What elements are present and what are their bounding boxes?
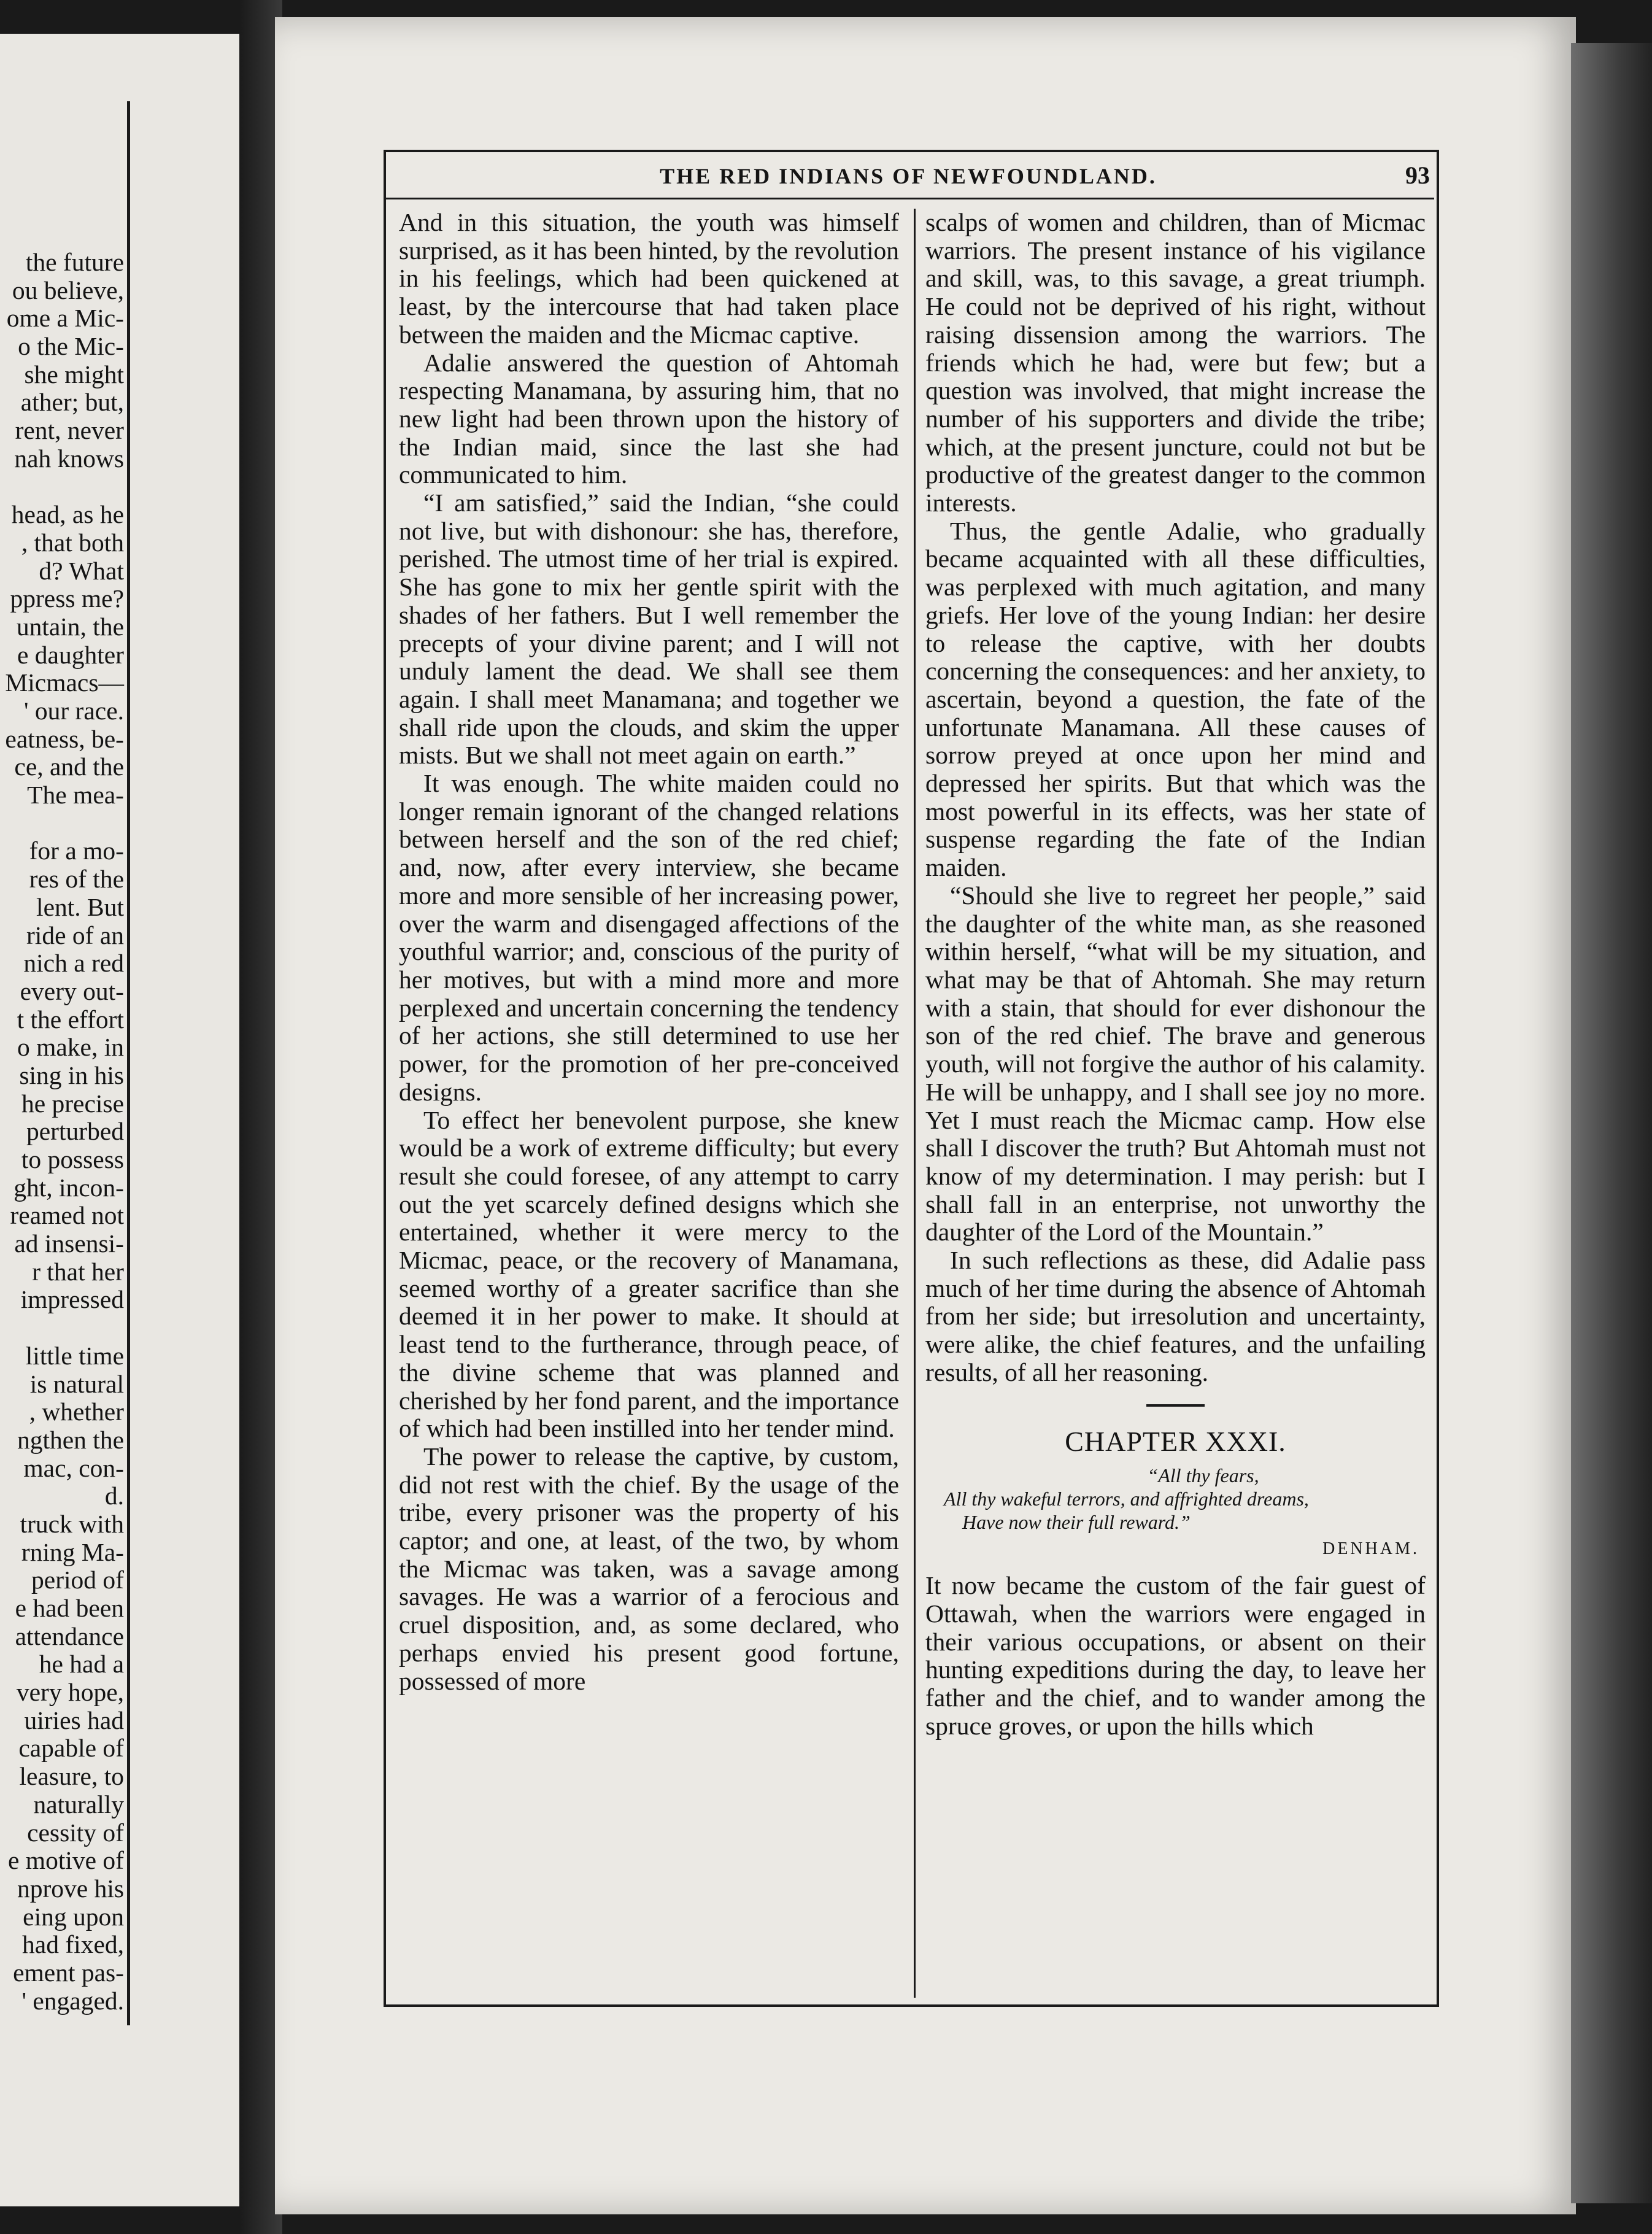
left-page-line: mac, con-: [23, 1453, 124, 1482]
left-page-line: t the effort: [17, 1005, 124, 1034]
right-column: [925, 209, 1426, 1740]
left-page-line: ght, incon-: [14, 1173, 124, 1202]
left-page-line: ' engaged.: [21, 1986, 124, 2015]
left-page-line: The mea-: [27, 781, 124, 810]
paragraph: To effect her benevolent purpose, she knew would be a work of extreme difficulty; but every result she could foresee, of any attempt to carry out the yet scarcely defined designs which she entertained, whether it were mercy to the Micmac, peace, or the recovery of Manamana, seemed worthy of a greater sacrifice than she deemed it in her power to make. It should at least tend to the furtherance, through peace, of the divine scheme that was planned and cherished by her fond parent, and the importance of which had been instilled into her tender mind.: [399, 1105, 899, 1443]
running-title: THE RED INDIANS OF NEWFOUNDLAND.: [660, 164, 1157, 188]
left-page-line: ement pas-: [13, 1958, 124, 1987]
left-page-line: o the Mic-: [18, 332, 124, 361]
section-separator: [1146, 1404, 1205, 1407]
paragraph: “Should she live to regreet her people,” said the daughter of the white man, as she reasoned within herself, “what will be my situation, and what may be that of Ahtomah. She may return with a stain, that should for ever dishonour the son of the red chief. The brave and generous youth, will not forgive the author of his calamity. He will be unhappy, and I shall see joy no more. Yet I must reach the Micmac camp. How else shall I discover the truth? But Ahtomah must not know of my determination. I may perish: but I shall fall in an enterprise, not unworthy the daughter of the Lord of the Mountain.”: [925, 881, 1426, 1246]
left-page-line: Micmacs—: [5, 668, 124, 697]
paragraph: Thus, the gentle Adalie, who gradually became acquainted with all these difficulties, was perplexed with much agitation, and many griefs. Her love of the young Indian: her desire to release the captive, with her doubts concerning the consequences: and her anxiety, to ascertain, beyond a question, the fate of the unfortunate Manamana. All these causes of sorrow preyed at once upon her mind and depressed her spirits. But that which was the most powerful in its effects, was her state of suspense regarding the fate of the Indian maiden.: [925, 516, 1426, 882]
left-page-line: leasure, to: [19, 1762, 124, 1791]
page-number: 93: [1405, 161, 1430, 189]
left-page-line: ngthen the: [17, 1425, 124, 1454]
epigraph: [925, 1464, 1426, 1561]
chapter-opening-paragraph: It now became the custom of the fair guest of Ottawah, when the warriors were engaged in their various occupations, or absent on their hunting expeditions during the day, to leave her father and the chief, and to wander among the spruce groves, or upon the hills which: [925, 1571, 1426, 1740]
left-page-line: e daughter: [17, 640, 124, 669]
left-page-line: truck with: [20, 1509, 124, 1538]
left-page-line: very hope,: [16, 1678, 124, 1707]
paragraph: scalps of women and children, than of Micmac warriors. The present instance of his vigilance and skill, was, to this savage, a great triumph. He could not be deprived of his right, without raising dissension among the warriors. The friends which he had, were but few; but a question was involved, that might increase the number of his supporters and divide the tribe; which, at the present juncture, could not but be productive of the greatest danger to the common interests.: [925, 208, 1426, 517]
paragraph: And in this situation, the youth was himself surprised, as it has been hinted, by the revolution in his feelings, which had been quickened at least, by the intercourse that had taken place between the maiden and the Micmac captive.: [399, 208, 899, 349]
left-page-line: d.: [104, 1482, 124, 1510]
column-divider: [914, 209, 916, 1998]
left-page-line: untain, the: [16, 612, 124, 641]
page-edge-shadow: [1571, 43, 1652, 2203]
left-page-line: every out-: [20, 976, 124, 1005]
left-page-line: ppress me?: [10, 584, 124, 613]
left-page-line: nah knows: [14, 444, 124, 473]
left-page-line: d? What: [39, 556, 124, 585]
left-page-text: [0, 249, 124, 2015]
header-rule: [384, 198, 1434, 199]
left-page-line: cessity of: [27, 1818, 124, 1847]
left-page-line: e motive of: [8, 1846, 124, 1875]
left-page-line: , that both: [21, 528, 124, 557]
paragraph: It was enough. The white maiden could no longer remain ignorant of the changed relations between herself and the son of the red chief; and, now, after every interview, she became more and more sensible of her increasing power, over the warm and disengaged affections of the youthful warrior; and, conscious of the purity of her motives, but with a mind more and more perplexed and uncertain concerning the tendency of her actions, she still determined to use her power, for the promotion of her pre-conceived designs.: [399, 769, 899, 1106]
left-page-line: e had been: [15, 1594, 124, 1622]
left-page-line: lent. But: [36, 892, 124, 921]
left-page-line: o make, in: [17, 1033, 124, 1062]
paragraph: The power to release the captive, by custom, did not rest with the chief. By the usage of the tribe, every prisoner was the property of his captor; and one, at least, of the two, by whom the Micmac was taken, was a savage among savages. He was a warrior of a ferocious and cruel disposition, and, as some declared, who perhaps envied his present good fortune, possessed of more: [399, 1442, 899, 1695]
paragraph: In such reflections as these, did Adalie pass much of her time during the absence of Ahtomah from her side; but irresolution and uncertainty, were alike, the chief features, and the unfailing results, of all her reasoning.: [925, 1246, 1426, 1386]
chapter-heading: CHAPTER XXXI.: [1065, 1425, 1286, 1457]
left-page-line: [0, 1314, 124, 1342]
left-page-line: period of: [31, 1566, 124, 1594]
left-page-line: ' our race.: [23, 697, 124, 725]
left-page-line: ad insensi-: [14, 1229, 124, 1258]
left-page-line: [0, 473, 124, 501]
left-page-line: ather; but,: [20, 388, 124, 417]
left-page-line: res of the: [29, 865, 124, 894]
left-page-line: impressed: [20, 1285, 124, 1314]
epigraph-line: All thy wakeful terrors, and affrighted dreams,: [944, 1488, 1309, 1510]
left-page-line: eatness, be-: [5, 724, 124, 753]
paragraph: Adalie answered the question of Ahtomah respecting Manamana, by assuring him, that no new light had been thrown upon the history of the Indian maid, since the last she had communicated to him.: [399, 348, 899, 489]
left-page-line: ou believe,: [12, 276, 124, 304]
left-page-line: the future: [25, 248, 124, 276]
epigraph-line: “All thy fears,: [1147, 1464, 1259, 1487]
left-page-line: eing upon: [23, 1902, 124, 1931]
left-page-line: ride of an: [26, 921, 124, 949]
left-page-line: capable of: [18, 1734, 124, 1763]
left-page-line: is natural: [29, 1369, 124, 1398]
left-page-column-rule: [127, 101, 130, 2025]
epigraph-line: Have now their full reward.”: [962, 1511, 1191, 1534]
left-column: [399, 209, 899, 1695]
left-page-line: little time: [25, 1341, 124, 1370]
left-page-line: rent, never: [15, 416, 124, 445]
left-page-line: had fixed,: [22, 1930, 124, 1959]
left-page-line: nich a red: [23, 949, 124, 978]
left-page-line: ce, and the: [14, 752, 124, 781]
left-page-line: to possess: [21, 1145, 124, 1173]
left-page-line: for a mo-: [29, 837, 124, 865]
left-page-line: naturally: [33, 1790, 124, 1819]
left-page-line: rning Ma-: [21, 1537, 124, 1566]
left-page-line: [0, 810, 124, 838]
paragraph: “I am satisfied,” said the Indian, “she could not live, but with dishonour: she has, therefore, perished. The utmost time of her trial is expired. She has gone to mix her gentle spirit with the shades of her fathers. But I well remember the precepts of your divine parent; and I will not unduly lament the dead. We shall see them again. I shall meet Manamana; and together we shall ride upon the clouds, and skim the upper mists. But we shall not meet again on earth.”: [399, 489, 899, 770]
left-page-line: ome a Mic-: [6, 304, 124, 333]
left-page-line: uiries had: [24, 1706, 124, 1734]
left-page-line: attendance: [15, 1621, 124, 1650]
left-page-line: reamed not: [10, 1201, 124, 1230]
left-page-line: , whether: [29, 1397, 124, 1426]
left-page-line: head, as he: [11, 500, 124, 529]
left-facing-page: [0, 34, 239, 2206]
epigraph-author: DENHAM.: [1322, 1539, 1419, 1559]
left-page-line: nprove his: [17, 1874, 124, 1903]
left-page-line: he had a: [39, 1650, 124, 1679]
left-page-line: he precise: [21, 1089, 124, 1118]
left-page-line: sing in his: [19, 1061, 124, 1089]
left-page-line: perturbed: [26, 1117, 124, 1146]
left-page-line: she might: [24, 360, 124, 388]
left-page-line: r that her: [32, 1257, 124, 1286]
